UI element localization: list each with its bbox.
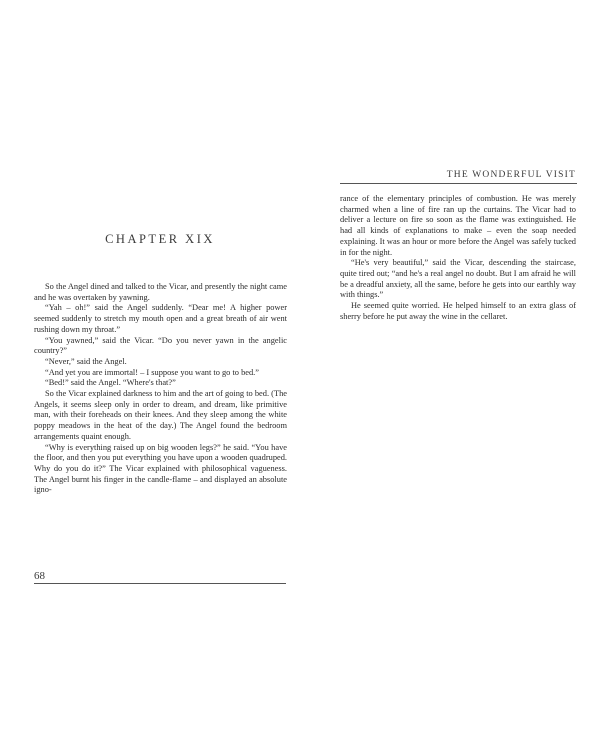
right-page bbox=[300, 0, 600, 750]
paragraph: “Never,” said the Angel. bbox=[45, 356, 127, 366]
running-head: THE WONDERFUL VISIT bbox=[446, 170, 576, 180]
chapter-title: CHAPTER XIX bbox=[105, 232, 215, 246]
paragraph: “Bed!” said the Angel. “Where's that?” bbox=[45, 378, 176, 388]
header-rule bbox=[340, 183, 577, 184]
paragraph: So the Angel dined and talked to the Vicar, and presently the night came and he was overtaken by yawning. bbox=[34, 282, 287, 302]
paragraph: “Yah – oh!” said the Angel suddenly. “Dear me! A higher power seemed suddenly to stretch my mouth open and a great breath of air went rushing down my throat.” bbox=[34, 303, 287, 334]
paragraph: “He's very beautiful,” said the Vicar, descending the staircase, quite tired out; “and he's a real angel no doubt. But I am afraid he will be a dreadful anxiety, all the same, before he gets into our earthly way with things.” bbox=[340, 258, 576, 300]
paragraph: rance of the elementary principles of combustion. He was merely charmed when a line of fire ran up the curtains. The Vicar had to deliver a lecture on fire so soon as the flame was extinguished. He had all kinds of explanations to make – even the soap needed explaining. It was an hour or more before the Angel was safely tucked in for the night. bbox=[340, 194, 576, 257]
paragraph: “And yet you are immortal! – I suppose you want to go to bed.” bbox=[45, 367, 259, 377]
left-page-body bbox=[34, 282, 287, 496]
page-number: 68 bbox=[34, 570, 45, 582]
paragraph: He seemed quite worried. He helped himself to an extra glass of sherry before he put away the wine in the cellaret. bbox=[340, 301, 576, 321]
right-page-body bbox=[340, 194, 576, 322]
paragraph: “You yawned,” said the Vicar. “Do you never yawn in the angelic country?” bbox=[34, 335, 287, 356]
paragraph: “Why is everything raised up on big wooden legs?” he said. “You have the floor, and then you put everything you have upon a wooden quadruped. Why do you do it?” The Vicar explained with philosophical vagueness. The Angel burnt his finger in the candle-flame – and displayed an absolute igno- bbox=[34, 442, 287, 495]
paragraph: So the Vicar explained darkness to him and the art of going to bed. (The Angels, it seems sleep only in order to dream, and dream, like primitive man, with their foreheads on their knees. And they sleep among the white poppy meadows in the heat of the day.) The Angel found the bedroom arrangements quaint enough. bbox=[34, 389, 287, 441]
footer-rule bbox=[34, 583, 286, 584]
